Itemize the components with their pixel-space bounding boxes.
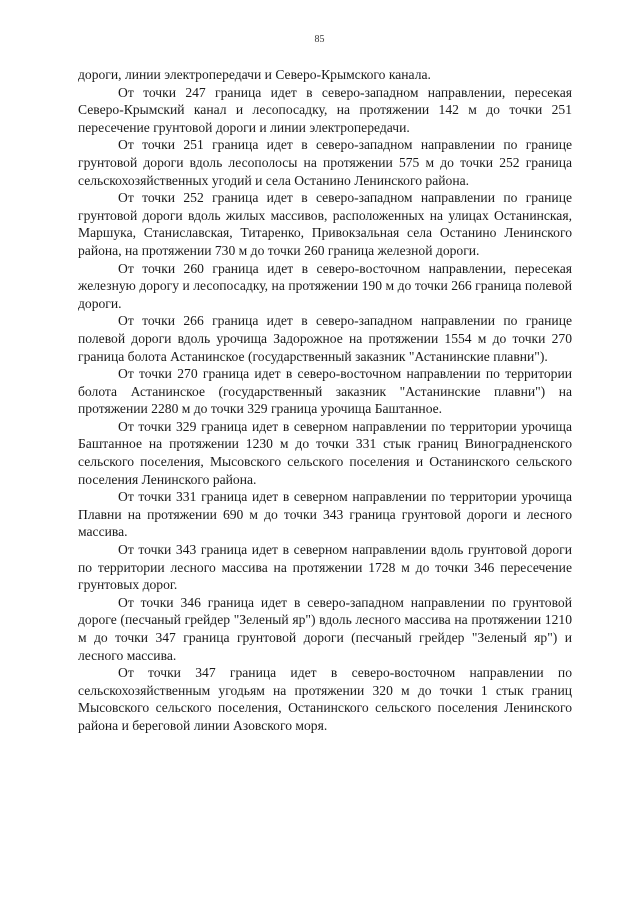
paragraph: дороги, линии электропередачи и Северо-Крымского канала. xyxy=(78,67,431,82)
paragraph: От точки 247 граница идет в северо-западном направлении, пересекая Северо-Крымский канал и лесопосадку, на протяжении 142 м до точки 251 пересечение грунтовой дороги и линии электропередачи. xyxy=(78,84,572,135)
paragraph: От точки 251 граница идет в северо-западном направлении по границе грунтовой дороги вдоль лесополосы на протяжении 575 м до точки 252 граница сельскохозяйственных угодий и села Останино Ленинского района. xyxy=(78,137,572,188)
page-number: 85 xyxy=(314,34,325,45)
paragraph: От точки 266 граница идет в северо-западном направлении по границе полевой дороги вдоль урочища Задорожное на протяжении 1554 м до точки 270 граница болота Астанинское (государственный заказник "Астанинские плавни"). xyxy=(78,313,572,364)
paragraph: От точки 331 граница идет в северном направлении по территории урочища Плавни на протяжении 690 м до точки 343 граница грунтовой дороги и лесного массива. xyxy=(78,489,572,540)
paragraph: От точки 343 граница идет в северном направлении вдоль грунтовой дороги по территории лесного массива на протяжении 1728 м до точки 346 пересечение грунтовых дорог. xyxy=(78,542,572,593)
paragraph: От точки 252 граница идет в северо-западном направлении по границе грунтовой дороги вдоль жилых массивов, расположенных на улицах Останинская, Маршука, Станиславская, Титаренко, Привокзальная села Останино Ленинского района, на протяжении 730 м до точки 260 граница железной дороги. xyxy=(78,190,572,258)
paragraph: От точки 347 граница идет в северо-восточном направлении по сельскохозяйственным угодьям на протяжении 320 м до точки 1 стык границ Мысовского сельского поселения, Останинского сельского поселения Ленинского района и береговой линии Азовского моря. xyxy=(78,665,572,733)
document-body xyxy=(78,66,572,735)
paragraph: От точки 329 граница идет в северном направлении по территории урочища Баштанное на протяжении 1230 м до точки 331 стык границ Виноградненского сельского поселения, Мысовского сельского поселения и Останинского сельского поселения Ленинского района. xyxy=(78,418,572,487)
paragraph: От точки 270 граница идет в северо-восточном направлении по территории болота Астанинское (государственный заказник "Астанинские плавни") на протяжении 2280 м до точки 329 граница урочища Баштанное. xyxy=(78,366,572,417)
paragraph: От точки 260 граница идет в северо-восточном направлении, пересекая железную дорогу и лесопосадку, на протяжении 190 м до точки 266 граница полевой дороги. xyxy=(78,260,572,311)
paragraph: От точки 346 граница идет в северо-западном направлении по грунтовой дороге (песчаный грейдер "Зеленый яр") вдоль лесного массива на протяжении 1210 м до точки 347 граница грунтовой дороги (песчаный грейдер "Зеленый яр") и лесного массива. xyxy=(78,594,572,663)
